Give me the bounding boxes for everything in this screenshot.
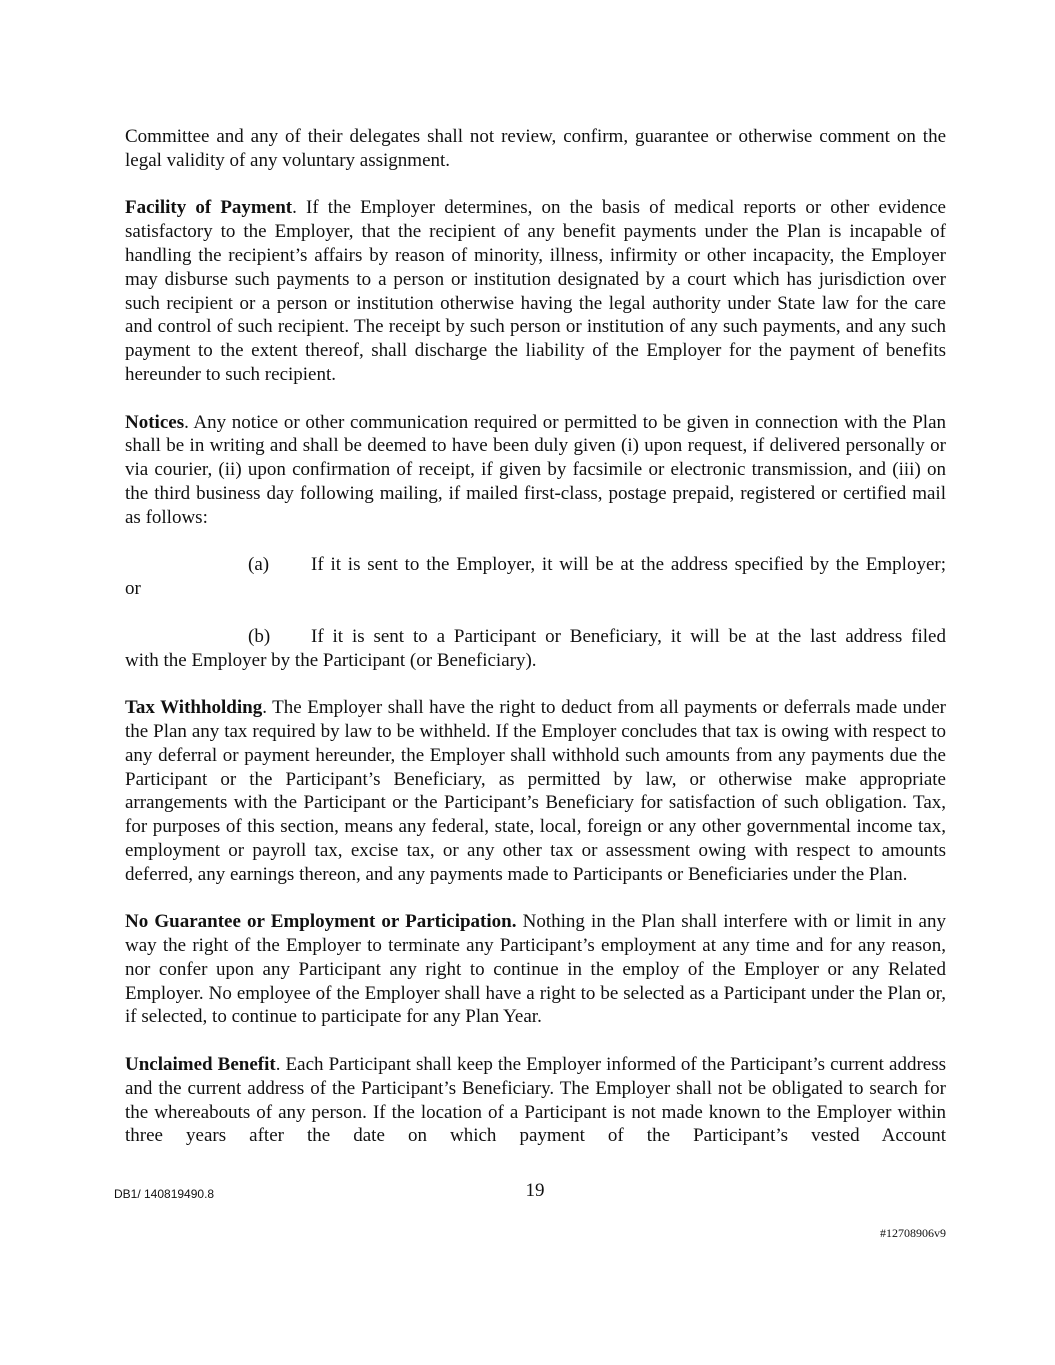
unclaimed-benefit-text: . Each Participant shall keep the Employer informed of the Participant’s current address and the current address of the Participant’s Beneficiary. The Employer shall not be obligated to search for the whereabouts of any person. If the location of a Participant is not made known to the Employer within three years after the date on which payment of the Participant’s vested Account	[125, 1054, 946, 1147]
no-guarantee-heading: No Guarantee or Employment or Participation.	[125, 911, 517, 933]
footer-version-id: #12708906v9	[880, 1226, 946, 1240]
notice-item-b-text-line1: If it is sent to a Participant or Beneficiary, it will be at the last address filed	[311, 625, 946, 647]
facility-of-payment-text: . If the Employer determines, on the basis of medical reports or other evidence satisfactory to the Employer, that the recipient of any benefit payments under the Plan is incapable of handling the recipient’s affairs by reason of minority, illness, infirmity or other incapacity, the Employer may disburse such payments to a person or institution designated by a court which has jurisdiction over such recipient or a person or institution otherwise having the legal authority under State law for the care and control of such recipient. The receipt by such person or institution of any such payments, and any such payment to the extent thereof, shall discharge the liability of the Employer for the payment of benefits hereunder to such recipient.	[125, 197, 946, 385]
notice-item-a-continuation: or	[125, 578, 141, 600]
document-body	[125, 125, 946, 1148]
notices-text: . Any notice or other communication required or permitted to be given in connection with the Plan shall be in writing and shall be deemed to have been duly given (i) upon request, if delivered personally or via courier, (ii) upon confirmation of receipt, if given by facsimile or electronic transmission, and (iii) on the third business day following mailing, if mailed first-class, postage prepaid, registered or certified mail as follows:	[125, 411, 946, 528]
notice-item-b	[125, 625, 946, 673]
notice-item-b-label: (b)	[248, 625, 271, 647]
page-number: 19	[525, 1180, 545, 1201]
notices-paragraph	[125, 411, 946, 530]
notice-item-a-text: If it is sent to the Employer, it will be at the address specified by the Employer;	[311, 554, 946, 576]
unclaimed-benefit-paragraph	[125, 1053, 946, 1148]
footer-document-id: DB1/ 140819490.8	[114, 1187, 215, 1201]
no-guarantee-text: Nothing in the Plan shall interfere with or limit in any way the right of the Employer to terminate any Participant’s employment at any time and for any reason, nor confer upon any Participant any right to continue in the employ of the Employer or any Related Employer. No employee of the Employer shall have a right to be selected as a Participant under the Plan or, if selected, to continue to participate for any Plan Year.	[125, 911, 946, 1028]
unclaimed-benefit-heading: Unclaimed Benefit	[125, 1054, 276, 1076]
tax-withholding-heading: Tax Withholding	[125, 697, 263, 719]
tax-withholding-paragraph	[125, 696, 946, 886]
notice-item-a-line	[125, 553, 946, 577]
facility-of-payment-heading: Facility of Payment	[125, 197, 293, 219]
facility-of-payment-paragraph	[125, 196, 946, 386]
notice-item-a	[125, 553, 946, 601]
notice-item-b-line	[125, 625, 946, 649]
intro-paragraph: Committee and any of their delegates shall not review, confirm, guarantee or otherwise comment on the legal validity of any voluntary assignment.	[125, 126, 946, 171]
no-guarantee-paragraph	[125, 910, 946, 1029]
tax-withholding-text: . The Employer shall have the right to deduct from all payments or deferrals made under the Plan any tax required by law to be withheld. If the Employer concludes that tax is owing with respect to any deferral or payment hereunder, the Employer shall withhold such amounts from any payments due the Participant or the Participant’s Beneficiary, as permitted by law, or otherwise make appropriate arrangements with the Participant or the Participant’s Beneficiary for satisfaction of such obligation. Tax, for purposes of this section, means any federal, state, local, foreign or any other governmental income tax, employment or payroll tax, excise tax, or any other tax or assessment owing with respect to amounts deferred, any earnings thereon, and any payments made to Participants or Beneficiaries under the Plan.	[125, 697, 946, 885]
notices-heading: Notices	[125, 411, 185, 433]
notice-item-b-text-line2: with the Employer by the Participant (or Beneficiary).	[125, 649, 537, 671]
notice-item-a-label: (a)	[248, 554, 270, 576]
